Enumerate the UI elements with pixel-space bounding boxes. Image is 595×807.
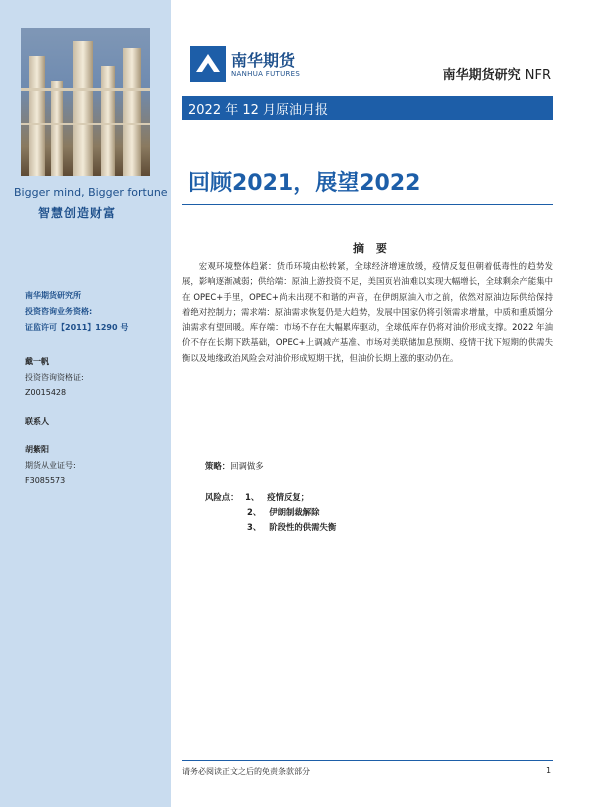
risk-label: 风险点： [205, 492, 239, 502]
analyst-cert-number: Z0015428 [25, 388, 67, 397]
analyst-name: 戴一帆 [25, 357, 49, 366]
contact-cert-number: F3085573 [25, 476, 66, 485]
banner-text: 2022 年 12 月原油月报 [188, 103, 329, 118]
qualification-label: 投资咨询业务资格: [25, 307, 93, 316]
risk-item: 3、 阶段性的供需失衡 [247, 522, 337, 532]
title-divider [182, 204, 553, 205]
report-title: 回顾2021，展望2022 [188, 171, 421, 196]
risk-item: 2、 伊朗制裁解除 [247, 507, 320, 517]
strategy-line [205, 460, 264, 472]
page-number: 1 [546, 766, 552, 775]
research-cn: 南华期货研究 [442, 68, 521, 83]
logo-chinese: 南华期货 [231, 51, 296, 70]
research-en: NFR [524, 68, 551, 83]
tagline-chinese: 智慧创造财富 [38, 206, 117, 220]
research-label [443, 64, 551, 83]
sidebar [0, 0, 171, 807]
tagline-english: Bigger mind, Bigger fortune [14, 186, 168, 199]
footer-disclaimer: 请务必阅读正文之后的免责条款部分 [182, 767, 310, 776]
strategy-value: 回调做多 [230, 461, 264, 471]
logo-english: NANHUA FUTURES [231, 70, 301, 78]
nanhua-logo-icon [190, 46, 226, 82]
contact-name: 胡紫阳 [25, 445, 49, 454]
contact-cert-label: 期货从业证号: [25, 461, 76, 470]
abstract-heading: 摘 要 [353, 242, 391, 255]
strategy-label: 策略： [205, 461, 231, 471]
report-banner [182, 96, 553, 120]
risk-item: 1、 疫情反复； [245, 492, 310, 502]
footer-divider [182, 760, 553, 761]
abstract-body: 宏观环境整体趋紧：货币环境由松转紧，全球经济增速放缓，疫情反复但朝着低毒性的趋势发展，影响逐渐减弱；供给端：原油上游投资不足，美国页岩油难以实现大幅增长，全球剩余产能集中在 OPEC+手里，OPEC+尚未出现不和谐的声音，在伊朗原油入市之前，依然对原油边际供给保持着绝对控制力；需求端：原油需求恢复仍是大趋势，发展中国家仍将引领需求增量，中质和重质馏分油需求有望回暖。库存端：市场不存在大幅累库驱动，全球低库存仍将对油价形成支撑。2022 年油价不存在长期下跌基础，OPEC+上调减产基准、市场对美联储加息预期、疫情干扰下短期的供需失衡以及地缘政治风险会对油价形成短期干扰，但油价长期上涨的驱动仍在。 [182, 261, 553, 363]
refinery-photo [21, 28, 150, 176]
institute-name: 南华期货研究所 [25, 291, 81, 300]
contact-label: 联系人 [25, 417, 49, 426]
analyst-cert-label: 投资咨询资格证: [25, 373, 84, 382]
license-number: 证监许可【2011】1290 号 [25, 323, 129, 332]
